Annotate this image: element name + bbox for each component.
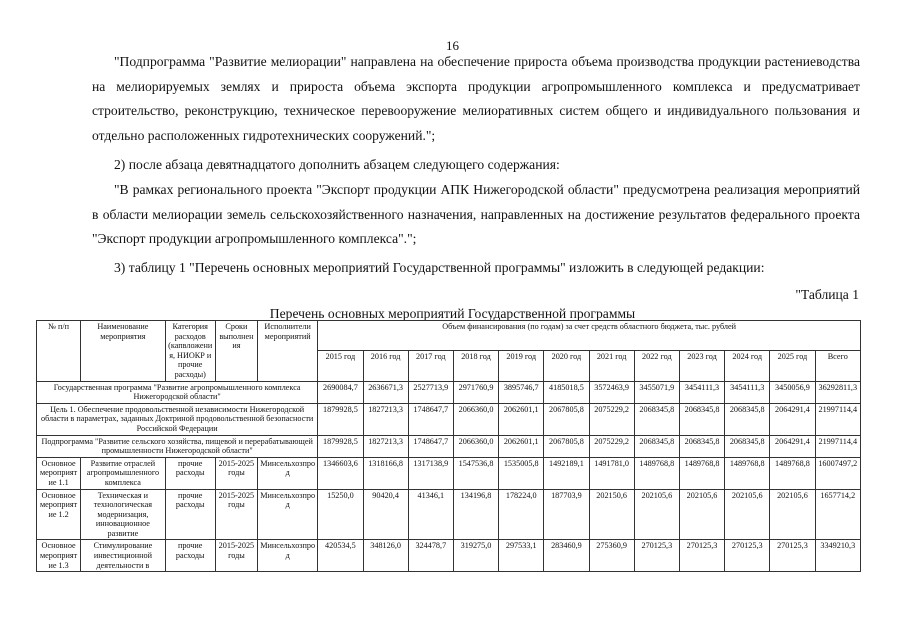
activity-name: Развитие отраслей агропромышленного комплекса [81, 457, 165, 489]
funding-cell: 2064291,4 [770, 403, 815, 435]
funding-cell: 3349210,3 [815, 540, 860, 572]
activity-period: 2015-2025 годы [215, 489, 257, 540]
funding-cell: 1827213,3 [363, 403, 408, 435]
funding-cell: 2064291,4 [770, 435, 815, 457]
funding-cell: 2068345,8 [725, 435, 770, 457]
funding-cell: 1879928,5 [318, 403, 363, 435]
funding-cell: 324478,7 [408, 540, 453, 572]
funding-cell: 1748647,7 [408, 403, 453, 435]
header-executors: Исполнители мероприятий [258, 321, 318, 382]
header-year: 2023 год [679, 351, 724, 381]
funding-cell: 1489768,8 [770, 457, 815, 489]
funding-cell: 1489768,8 [725, 457, 770, 489]
funding-cell: 1657714,2 [815, 489, 860, 540]
funding-cell: 1346603,6 [318, 457, 363, 489]
funding-cell: 2067805,8 [544, 435, 589, 457]
funding-cell: 4185018,5 [544, 381, 589, 403]
funding-cell: 202105,6 [634, 489, 679, 540]
table-header-row [37, 321, 861, 351]
funding-cell: 3895746,7 [499, 381, 544, 403]
funding-cell: 2068345,8 [679, 403, 724, 435]
funding-cell: 2075229,2 [589, 403, 634, 435]
funding-cell: 1748647,7 [408, 435, 453, 457]
header-year: 2019 год [499, 351, 544, 381]
activity-period: 2015-2025 годы [215, 540, 257, 572]
table-row-activity [37, 457, 861, 489]
header-year: 2017 год [408, 351, 453, 381]
funding-cell: 275360,9 [589, 540, 634, 572]
funding-cell: 1317138,9 [408, 457, 453, 489]
funding-cell: 1492189,1 [544, 457, 589, 489]
header-year: 2022 год [634, 351, 679, 381]
funding-cell: 3454111,3 [679, 381, 724, 403]
funding-cell: 2068345,8 [679, 435, 724, 457]
funding-cell: 36292811,3 [815, 381, 860, 403]
header-year: 2016 год [363, 351, 408, 381]
table-row-summary [37, 435, 861, 457]
summary-label: Подпрограмма "Развитие сельского хозяйства, пищевой и перерабатывающей промышленности Нижегородской области" [37, 435, 318, 457]
header-num: № п/п [37, 321, 81, 382]
table-row-summary [37, 403, 861, 435]
activities-table [36, 320, 861, 572]
funding-cell: 202105,6 [770, 489, 815, 540]
header-period: Сроки выполнения [215, 321, 257, 382]
paragraph-melioration [92, 50, 860, 148]
funding-cell: 2062601,1 [499, 435, 544, 457]
funding-cell: 2068345,8 [725, 403, 770, 435]
header-funding: Объем финансирования (по годам) за счет средств областного бюджета, тыс. рублей [318, 321, 861, 351]
funding-cell: 1879928,5 [318, 435, 363, 457]
funding-cell: 2067805,8 [544, 403, 589, 435]
funding-cell: 3450056,9 [770, 381, 815, 403]
table-row-activity [37, 489, 861, 540]
activity-executor: Минсельхозпрод [258, 540, 318, 572]
header-name: Наименование мероприятия [81, 321, 165, 382]
funding-cell: 270125,3 [634, 540, 679, 572]
activity-category: прочие расходы [165, 489, 215, 540]
funding-cell: 283460,9 [544, 540, 589, 572]
activity-category: прочие расходы [165, 540, 215, 572]
header-year: Всего [815, 351, 860, 381]
header-year: 2015 год [318, 351, 363, 381]
funding-cell: 348126,0 [363, 540, 408, 572]
table-row-summary [37, 381, 861, 403]
funding-cell: 319275,0 [453, 540, 498, 572]
header-year: 2025 год [770, 351, 815, 381]
funding-cell: 1535005,8 [499, 457, 544, 489]
activity-num: Основное мероприятие 1.2 [37, 489, 81, 540]
funding-cell: 21997114,4 [815, 435, 860, 457]
funding-cell: 90420,4 [363, 489, 408, 540]
activity-executor: Минсельхозпрод [258, 457, 318, 489]
header-year: 2018 год [453, 351, 498, 381]
summary-label: Цель 1. Обеспечение продовольственной независимости Нижегородской области в параметрах, заданных Доктриной продовольственной безопасности Российской Федерации [37, 403, 318, 435]
funding-cell: 1827213,3 [363, 435, 408, 457]
activity-category: прочие расходы [165, 457, 215, 489]
funding-cell: 270125,3 [770, 540, 815, 572]
funding-cell: 15250,0 [318, 489, 363, 540]
funding-cell: 202150,6 [589, 489, 634, 540]
summary-label: Государственная программа "Развитие агропромышленного комплекса Нижегородской области" [37, 381, 318, 403]
header-year: 2021 год [589, 351, 634, 381]
paragraph-text: "Подпрограмма "Развитие мелиорации" направлена на обеспечение прироста объема производства продукции растениеводства на мелиорируемых землях и прироста объема экспорта продукции агропромышленного комплекса и предусматривает строительство, реконструкцию, техническое перевооружение мелиоративных систем общего и индивидуального пользования и отдельно расположенных гидротехнических сооружений."; [92, 54, 860, 143]
funding-cell: 2068345,8 [634, 435, 679, 457]
funding-cell: 178224,0 [499, 489, 544, 540]
header-year: 2024 год [725, 351, 770, 381]
funding-cell: 2066360,0 [453, 403, 498, 435]
paragraph-regional-project [92, 178, 860, 252]
header-category: Категория расходов (капвложения, НИОКР и прочие расходы) [165, 321, 215, 382]
paragraph-amendment-3: 3) таблицу 1 "Перечень основных мероприятий Государственной программы" изложить в следующей редакции: [114, 260, 765, 275]
funding-cell: 2690084,7 [318, 381, 363, 403]
funding-cell: 2636671,3 [363, 381, 408, 403]
funding-cell: 187703,9 [544, 489, 589, 540]
funding-cell: 270125,3 [725, 540, 770, 572]
paragraph-amendment-2: 2) после абзаца девятнадцатого дополнить абзацем следующего содержания: [114, 157, 560, 172]
funding-cell: 2971760,9 [453, 381, 498, 403]
paragraph-text: "В рамках регионального проекта "Экспорт продукции АПК Нижегородской области" предусмотрена реализация мероприятий в области мелиорации земель сельскохозяйственного назначения, направленных на достижение результатов федерального проекта "Экспорт продукции агропромышленного комплекса"."; [92, 182, 860, 246]
funding-cell: 2068345,8 [634, 403, 679, 435]
funding-cell: 2066360,0 [453, 435, 498, 457]
funding-cell: 3572463,9 [589, 381, 634, 403]
funding-cell: 297533,1 [499, 540, 544, 572]
funding-cell: 3455071,9 [634, 381, 679, 403]
funding-cell: 270125,3 [679, 540, 724, 572]
table-row-activity [37, 540, 861, 572]
activity-name: Стимулирование инвестиционной деятельности в [81, 540, 165, 572]
funding-cell: 202105,6 [679, 489, 724, 540]
funding-cell: 1318166,8 [363, 457, 408, 489]
activity-name: Техническая и технологическая модернизация, инновационное развитие [81, 489, 165, 540]
funding-cell: 1547536,8 [453, 457, 498, 489]
activity-num: Основное мероприятие 1.1 [37, 457, 81, 489]
funding-cell: 3454111,3 [725, 381, 770, 403]
funding-cell: 1491781,0 [589, 457, 634, 489]
funding-cell: 2527713,9 [408, 381, 453, 403]
funding-cell: 21997114,4 [815, 403, 860, 435]
header-year: 2020 год [544, 351, 589, 381]
activity-period: 2015-2025 годы [215, 457, 257, 489]
funding-cell: 41346,1 [408, 489, 453, 540]
table-body [37, 381, 861, 572]
activity-num: Основное мероприятие 1.3 [37, 540, 81, 572]
activity-executor: Минсельхозпрод [258, 489, 318, 540]
funding-cell: 134196,8 [453, 489, 498, 540]
page-number: 16 [446, 38, 459, 53]
funding-cell: 2062601,1 [499, 403, 544, 435]
funding-cell: 1489768,8 [634, 457, 679, 489]
funding-cell: 1489768,8 [679, 457, 724, 489]
table-label: "Таблица 1 [795, 287, 859, 302]
table-title: Перечень основных мероприятий Государственной программы [269, 306, 636, 321]
funding-cell: 16007497,2 [815, 457, 860, 489]
funding-cell: 202105,6 [725, 489, 770, 540]
funding-cell: 420534,5 [318, 540, 363, 572]
funding-cell: 2075229,2 [589, 435, 634, 457]
